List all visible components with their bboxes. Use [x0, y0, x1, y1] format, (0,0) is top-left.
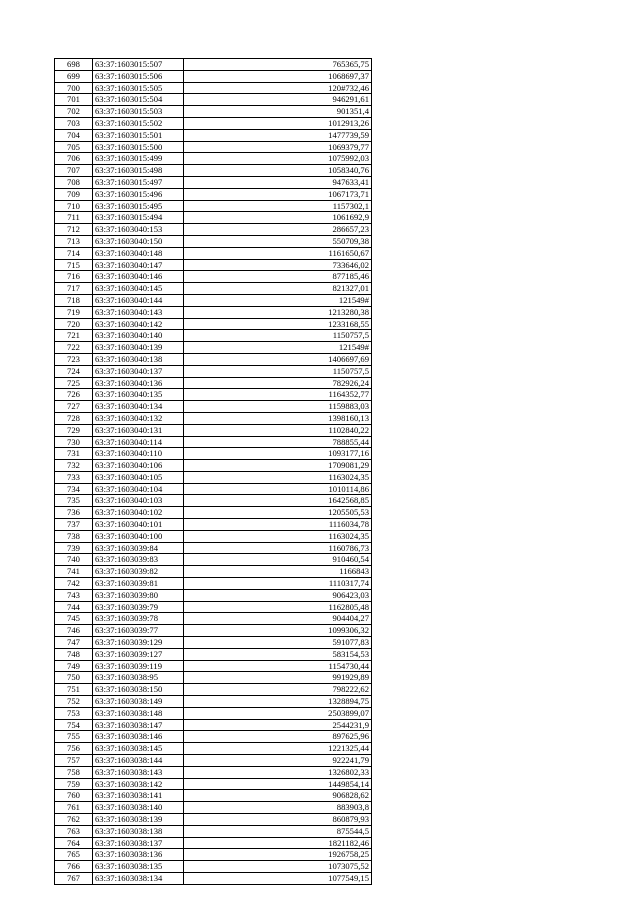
table-row [55, 271, 372, 283]
cadastral-number-cell: 63:37:1603040:147 [93, 259, 184, 271]
row-number-cell: 723 [55, 353, 93, 365]
table-row [55, 153, 372, 165]
row-number-cell: 759 [55, 778, 93, 790]
value-cell: 1102840,22 [184, 424, 372, 436]
row-number-cell: 752 [55, 696, 93, 708]
row-number-cell: 710 [55, 200, 93, 212]
table-row [55, 460, 372, 472]
cadastral-number-cell: 63:37:1603040:138 [93, 353, 184, 365]
row-number-cell: 730 [55, 436, 93, 448]
cadastral-number-cell: 63:37:1603038:134 [93, 872, 184, 884]
cadastral-number-cell: 63:37:1603038:143 [93, 766, 184, 778]
table-row [55, 778, 372, 790]
value-cell: 946291,61 [184, 94, 372, 106]
row-number-cell: 713 [55, 235, 93, 247]
row-number-cell: 762 [55, 814, 93, 826]
row-number-cell: 720 [55, 318, 93, 330]
value-cell: 906828,62 [184, 790, 372, 802]
cadastral-number-cell: 63:37:1603038:147 [93, 719, 184, 731]
cadastral-number-cell: 63:37:1603015:507 [93, 59, 184, 71]
table-row [55, 731, 372, 743]
table-row [55, 377, 372, 389]
table-row [55, 495, 372, 507]
table-row [55, 283, 372, 295]
value-cell: 1058340,76 [184, 165, 372, 177]
table-row [55, 117, 372, 129]
table-row [55, 637, 372, 649]
cadastral-number-cell: 63:37:1603040:102 [93, 507, 184, 519]
value-cell: 1449854,14 [184, 778, 372, 790]
row-number-cell: 725 [55, 377, 93, 389]
row-number-cell: 705 [55, 141, 93, 153]
row-number-cell: 712 [55, 224, 93, 236]
row-number-cell: 764 [55, 837, 93, 849]
cadastral-number-cell: 63:37:1603040:106 [93, 460, 184, 472]
table-row [55, 294, 372, 306]
value-cell: 1099306,32 [184, 625, 372, 637]
table-row [55, 755, 372, 767]
table-row [55, 224, 372, 236]
cadastral-number-cell: 63:37:1603040:148 [93, 247, 184, 259]
value-cell: 583154,53 [184, 648, 372, 660]
cadastral-number-cell: 63:37:1603015:495 [93, 200, 184, 212]
row-number-cell: 728 [55, 412, 93, 424]
cadastral-number-cell: 63:37:1603040:139 [93, 342, 184, 354]
value-cell: 1162805,48 [184, 601, 372, 613]
table-row [55, 436, 372, 448]
cadastral-number-cell: 63:37:1603040:145 [93, 283, 184, 295]
table-row [55, 589, 372, 601]
cadastral-number-cell: 63:37:1603039:84 [93, 542, 184, 554]
row-number-cell: 727 [55, 401, 93, 413]
cadastral-number-cell: 63:37:1603039:80 [93, 589, 184, 601]
value-cell: 1077549,15 [184, 872, 372, 884]
cadastral-number-cell: 63:37:1603040:150 [93, 235, 184, 247]
value-cell: 875544,5 [184, 825, 372, 837]
row-number-cell: 738 [55, 530, 93, 542]
value-cell: 121549# [184, 294, 372, 306]
cadastral-number-cell: 63:37:1603038:137 [93, 837, 184, 849]
value-cell: 733646,02 [184, 259, 372, 271]
row-number-cell: 734 [55, 483, 93, 495]
value-cell: 1068697,37 [184, 70, 372, 82]
cadastral-number-cell: 63:37:1603040:146 [93, 271, 184, 283]
row-number-cell: 702 [55, 106, 93, 118]
value-cell: 1075992,03 [184, 153, 372, 165]
cadastral-number-cell: 63:37:1603040:140 [93, 330, 184, 342]
value-cell: 120#732,46 [184, 82, 372, 94]
cadastral-number-cell: 63:37:1603039:77 [93, 625, 184, 637]
row-number-cell: 753 [55, 707, 93, 719]
cadastral-number-cell: 63:37:1603039:79 [93, 601, 184, 613]
table-row [55, 342, 372, 354]
table-row [55, 401, 372, 413]
cadastral-number-cell: 63:37:1603040:132 [93, 412, 184, 424]
cadastral-number-cell: 63:37:1603039:119 [93, 660, 184, 672]
row-number-cell: 741 [55, 566, 93, 578]
row-number-cell: 742 [55, 578, 93, 590]
value-cell: 1150757,5 [184, 365, 372, 377]
table-row [55, 519, 372, 531]
row-number-cell: 754 [55, 719, 93, 731]
row-number-cell: 715 [55, 259, 93, 271]
value-cell: 906423,03 [184, 589, 372, 601]
cadastral-number-cell: 63:37:1603038:144 [93, 755, 184, 767]
value-cell: 1154730,44 [184, 660, 372, 672]
cadastral-number-cell: 63:37:1603038:138 [93, 825, 184, 837]
row-number-cell: 757 [55, 755, 93, 767]
cadastral-number-cell: 63:37:1603040:100 [93, 530, 184, 542]
value-cell: 1067173,71 [184, 188, 372, 200]
cadastral-number-cell: 63:37:1603038:148 [93, 707, 184, 719]
value-cell: 1398160,13 [184, 412, 372, 424]
row-number-cell: 748 [55, 648, 93, 660]
cadastral-number-cell: 63:37:1603040:114 [93, 436, 184, 448]
value-cell: 1477739,59 [184, 129, 372, 141]
table-row [55, 70, 372, 82]
value-cell: 1073075,52 [184, 861, 372, 873]
value-cell: 821327,01 [184, 283, 372, 295]
value-cell: 788855,44 [184, 436, 372, 448]
table-row [55, 330, 372, 342]
value-cell: 1157302,1 [184, 200, 372, 212]
cadastral-number-cell: 63:37:1603039:127 [93, 648, 184, 660]
row-number-cell: 707 [55, 165, 93, 177]
table-row [55, 861, 372, 873]
table-row [55, 507, 372, 519]
cadastral-number-cell: 63:37:1603038:150 [93, 684, 184, 696]
cadastral-number-cell: 63:37:1603038:140 [93, 802, 184, 814]
table-row [55, 542, 372, 554]
value-cell: 1164352,77 [184, 389, 372, 401]
row-number-cell: 699 [55, 70, 93, 82]
cadastral-number-cell: 63:37:1603038:149 [93, 696, 184, 708]
cadastral-number-cell: 63:37:1603040:142 [93, 318, 184, 330]
row-number-cell: 749 [55, 660, 93, 672]
value-cell: 1163024,35 [184, 530, 372, 542]
table-row [55, 660, 372, 672]
value-cell: 1709081,29 [184, 460, 372, 472]
table-row [55, 471, 372, 483]
row-number-cell: 763 [55, 825, 93, 837]
value-cell: 1406697,69 [184, 353, 372, 365]
table-row [55, 530, 372, 542]
table-row [55, 849, 372, 861]
table-row [55, 176, 372, 188]
cadastral-number-cell: 63:37:1603039:129 [93, 637, 184, 649]
data-table [54, 58, 372, 885]
row-number-cell: 755 [55, 731, 93, 743]
row-number-cell: 700 [55, 82, 93, 94]
table-row [55, 802, 372, 814]
row-number-cell: 732 [55, 460, 93, 472]
table-row [55, 578, 372, 590]
row-number-cell: 716 [55, 271, 93, 283]
row-number-cell: 701 [55, 94, 93, 106]
table-row [55, 389, 372, 401]
cadastral-number-cell: 63:37:1603040:144 [93, 294, 184, 306]
cadastral-number-cell: 63:37:1603040:105 [93, 471, 184, 483]
cadastral-number-cell: 63:37:1603040:143 [93, 306, 184, 318]
value-cell: 2544231,9 [184, 719, 372, 731]
row-number-cell: 721 [55, 330, 93, 342]
row-number-cell: 758 [55, 766, 93, 778]
row-number-cell: 733 [55, 471, 93, 483]
row-number-cell: 718 [55, 294, 93, 306]
table-row [55, 719, 372, 731]
value-cell: 1205505,53 [184, 507, 372, 519]
table-row [55, 648, 372, 660]
cadastral-number-cell: 63:37:1603039:82 [93, 566, 184, 578]
value-cell: 1233168,55 [184, 318, 372, 330]
table-row [55, 837, 372, 849]
cadastral-number-cell: 63:37:1603015:502 [93, 117, 184, 129]
table-row [55, 825, 372, 837]
value-cell: 1326802,33 [184, 766, 372, 778]
cadastral-number-cell: 63:37:1603039:78 [93, 613, 184, 625]
row-number-cell: 722 [55, 342, 93, 354]
value-cell: 1150757,5 [184, 330, 372, 342]
value-cell: 1221325,44 [184, 743, 372, 755]
table-row [55, 790, 372, 802]
row-number-cell: 726 [55, 389, 93, 401]
row-number-cell: 709 [55, 188, 93, 200]
cadastral-number-cell: 63:37:1603040:131 [93, 424, 184, 436]
value-cell: 1093177,16 [184, 448, 372, 460]
value-cell: 1116034,78 [184, 519, 372, 531]
row-number-cell: 756 [55, 743, 93, 755]
row-number-cell: 708 [55, 176, 93, 188]
row-number-cell: 765 [55, 849, 93, 861]
value-cell: 1069379,77 [184, 141, 372, 153]
cadastral-number-cell: 63:37:1603038:141 [93, 790, 184, 802]
cadastral-number-cell: 63:37:1603040:110 [93, 448, 184, 460]
cadastral-number-cell: 63:37:1603015:505 [93, 82, 184, 94]
table-row [55, 707, 372, 719]
value-cell: 1160786,73 [184, 542, 372, 554]
table-row [55, 684, 372, 696]
value-cell: 1821182,46 [184, 837, 372, 849]
row-number-cell: 719 [55, 306, 93, 318]
value-cell: 1163024,35 [184, 471, 372, 483]
cadastral-number-cell: 63:37:1603015:501 [93, 129, 184, 141]
table-row [55, 212, 372, 224]
row-number-cell: 750 [55, 672, 93, 684]
table-row [55, 814, 372, 826]
row-number-cell: 736 [55, 507, 93, 519]
table-row [55, 412, 372, 424]
row-number-cell: 698 [55, 59, 93, 71]
table-row [55, 200, 372, 212]
table-row [55, 353, 372, 365]
table-row [55, 318, 372, 330]
value-cell: 947633,41 [184, 176, 372, 188]
row-number-cell: 729 [55, 424, 93, 436]
cadastral-number-cell: 63:37:1603038:136 [93, 849, 184, 861]
table-row [55, 165, 372, 177]
value-cell: 2503899,07 [184, 707, 372, 719]
table-row [55, 306, 372, 318]
cadastral-number-cell: 63:37:1603040:135 [93, 389, 184, 401]
row-number-cell: 714 [55, 247, 93, 259]
value-cell: 121549# [184, 342, 372, 354]
value-cell: 1010114,86 [184, 483, 372, 495]
cadastral-number-cell: 63:37:1603040:153 [93, 224, 184, 236]
cadastral-number-cell: 63:37:1603015:506 [93, 70, 184, 82]
cadastral-number-cell: 63:37:1603040:134 [93, 401, 184, 413]
value-cell: 904404,27 [184, 613, 372, 625]
cadastral-number-cell: 63:37:1603015:498 [93, 165, 184, 177]
table-row [55, 872, 372, 884]
value-cell: 1110317,74 [184, 578, 372, 590]
row-number-cell: 717 [55, 283, 93, 295]
table-row [55, 247, 372, 259]
table-row [55, 625, 372, 637]
row-number-cell: 767 [55, 872, 93, 884]
value-cell: 1166843 [184, 566, 372, 578]
cadastral-number-cell: 63:37:1603015:503 [93, 106, 184, 118]
table-row [55, 566, 372, 578]
cadastral-number-cell: 63:37:1603040:104 [93, 483, 184, 495]
value-cell: 1161650,67 [184, 247, 372, 259]
row-number-cell: 737 [55, 519, 93, 531]
row-number-cell: 766 [55, 861, 93, 873]
table-row [55, 235, 372, 247]
cadastral-number-cell: 63:37:1603015:499 [93, 153, 184, 165]
table-row [55, 554, 372, 566]
cadastral-number-cell: 63:37:1603015:504 [93, 94, 184, 106]
value-cell: 883903,8 [184, 802, 372, 814]
value-cell: 1328894,75 [184, 696, 372, 708]
cadastral-number-cell: 63:37:1603015:500 [93, 141, 184, 153]
value-cell: 765365,75 [184, 59, 372, 71]
table-row [55, 696, 372, 708]
value-cell: 901351,4 [184, 106, 372, 118]
table-row [55, 483, 372, 495]
value-cell: 1012913,26 [184, 117, 372, 129]
cadastral-number-cell: 63:37:1603038:142 [93, 778, 184, 790]
cadastral-number-cell: 63:37:1603015:494 [93, 212, 184, 224]
cadastral-number-cell: 63:37:1603039:83 [93, 554, 184, 566]
cadastral-number-cell: 63:37:1603040:136 [93, 377, 184, 389]
row-number-cell: 760 [55, 790, 93, 802]
row-number-cell: 743 [55, 589, 93, 601]
row-number-cell: 703 [55, 117, 93, 129]
value-cell: 591077,83 [184, 637, 372, 649]
cadastral-number-cell: 63:37:1603039:81 [93, 578, 184, 590]
value-cell: 550709,38 [184, 235, 372, 247]
row-number-cell: 745 [55, 613, 93, 625]
table-row [55, 59, 372, 71]
table-row [55, 94, 372, 106]
table-row [55, 672, 372, 684]
table-row [55, 106, 372, 118]
cadastral-number-cell: 63:37:1603038:146 [93, 731, 184, 743]
row-number-cell: 747 [55, 637, 93, 649]
row-number-cell: 739 [55, 542, 93, 554]
table-row [55, 601, 372, 613]
cadastral-number-cell: 63:37:1603038:145 [93, 743, 184, 755]
value-cell: 782926,24 [184, 377, 372, 389]
row-number-cell: 751 [55, 684, 93, 696]
value-cell: 877185,46 [184, 271, 372, 283]
table-row [55, 188, 372, 200]
table-body [55, 59, 372, 885]
table-row [55, 448, 372, 460]
table-row [55, 259, 372, 271]
cadastral-number-cell: 63:37:1603038:139 [93, 814, 184, 826]
row-number-cell: 735 [55, 495, 93, 507]
cadastral-number-cell: 63:37:1603040:103 [93, 495, 184, 507]
table-row [55, 424, 372, 436]
value-cell: 991929,89 [184, 672, 372, 684]
value-cell: 1642568,85 [184, 495, 372, 507]
value-cell: 860879,93 [184, 814, 372, 826]
table-row [55, 82, 372, 94]
cadastral-number-cell: 63:37:1603040:101 [93, 519, 184, 531]
value-cell: 897625,96 [184, 731, 372, 743]
table-row [55, 365, 372, 377]
value-cell: 286657,23 [184, 224, 372, 236]
row-number-cell: 704 [55, 129, 93, 141]
value-cell: 798222,62 [184, 684, 372, 696]
cadastral-number-cell: 63:37:1603015:496 [93, 188, 184, 200]
row-number-cell: 731 [55, 448, 93, 460]
row-number-cell: 740 [55, 554, 93, 566]
value-cell: 1061692,9 [184, 212, 372, 224]
value-cell: 1926758,25 [184, 849, 372, 861]
cadastral-number-cell: 63:37:1603038:95 [93, 672, 184, 684]
value-cell: 1213280,38 [184, 306, 372, 318]
row-number-cell: 746 [55, 625, 93, 637]
table-row [55, 613, 372, 625]
table-row [55, 743, 372, 755]
table-row [55, 141, 372, 153]
table-row [55, 766, 372, 778]
row-number-cell: 711 [55, 212, 93, 224]
cadastral-number-cell: 63:37:1603038:135 [93, 861, 184, 873]
table-row [55, 129, 372, 141]
row-number-cell: 761 [55, 802, 93, 814]
value-cell: 922241,79 [184, 755, 372, 767]
row-number-cell: 706 [55, 153, 93, 165]
cadastral-number-cell: 63:37:1603040:137 [93, 365, 184, 377]
row-number-cell: 744 [55, 601, 93, 613]
row-number-cell: 724 [55, 365, 93, 377]
cadastral-number-cell: 63:37:1603015:497 [93, 176, 184, 188]
value-cell: 910460,54 [184, 554, 372, 566]
value-cell: 1159883,03 [184, 401, 372, 413]
